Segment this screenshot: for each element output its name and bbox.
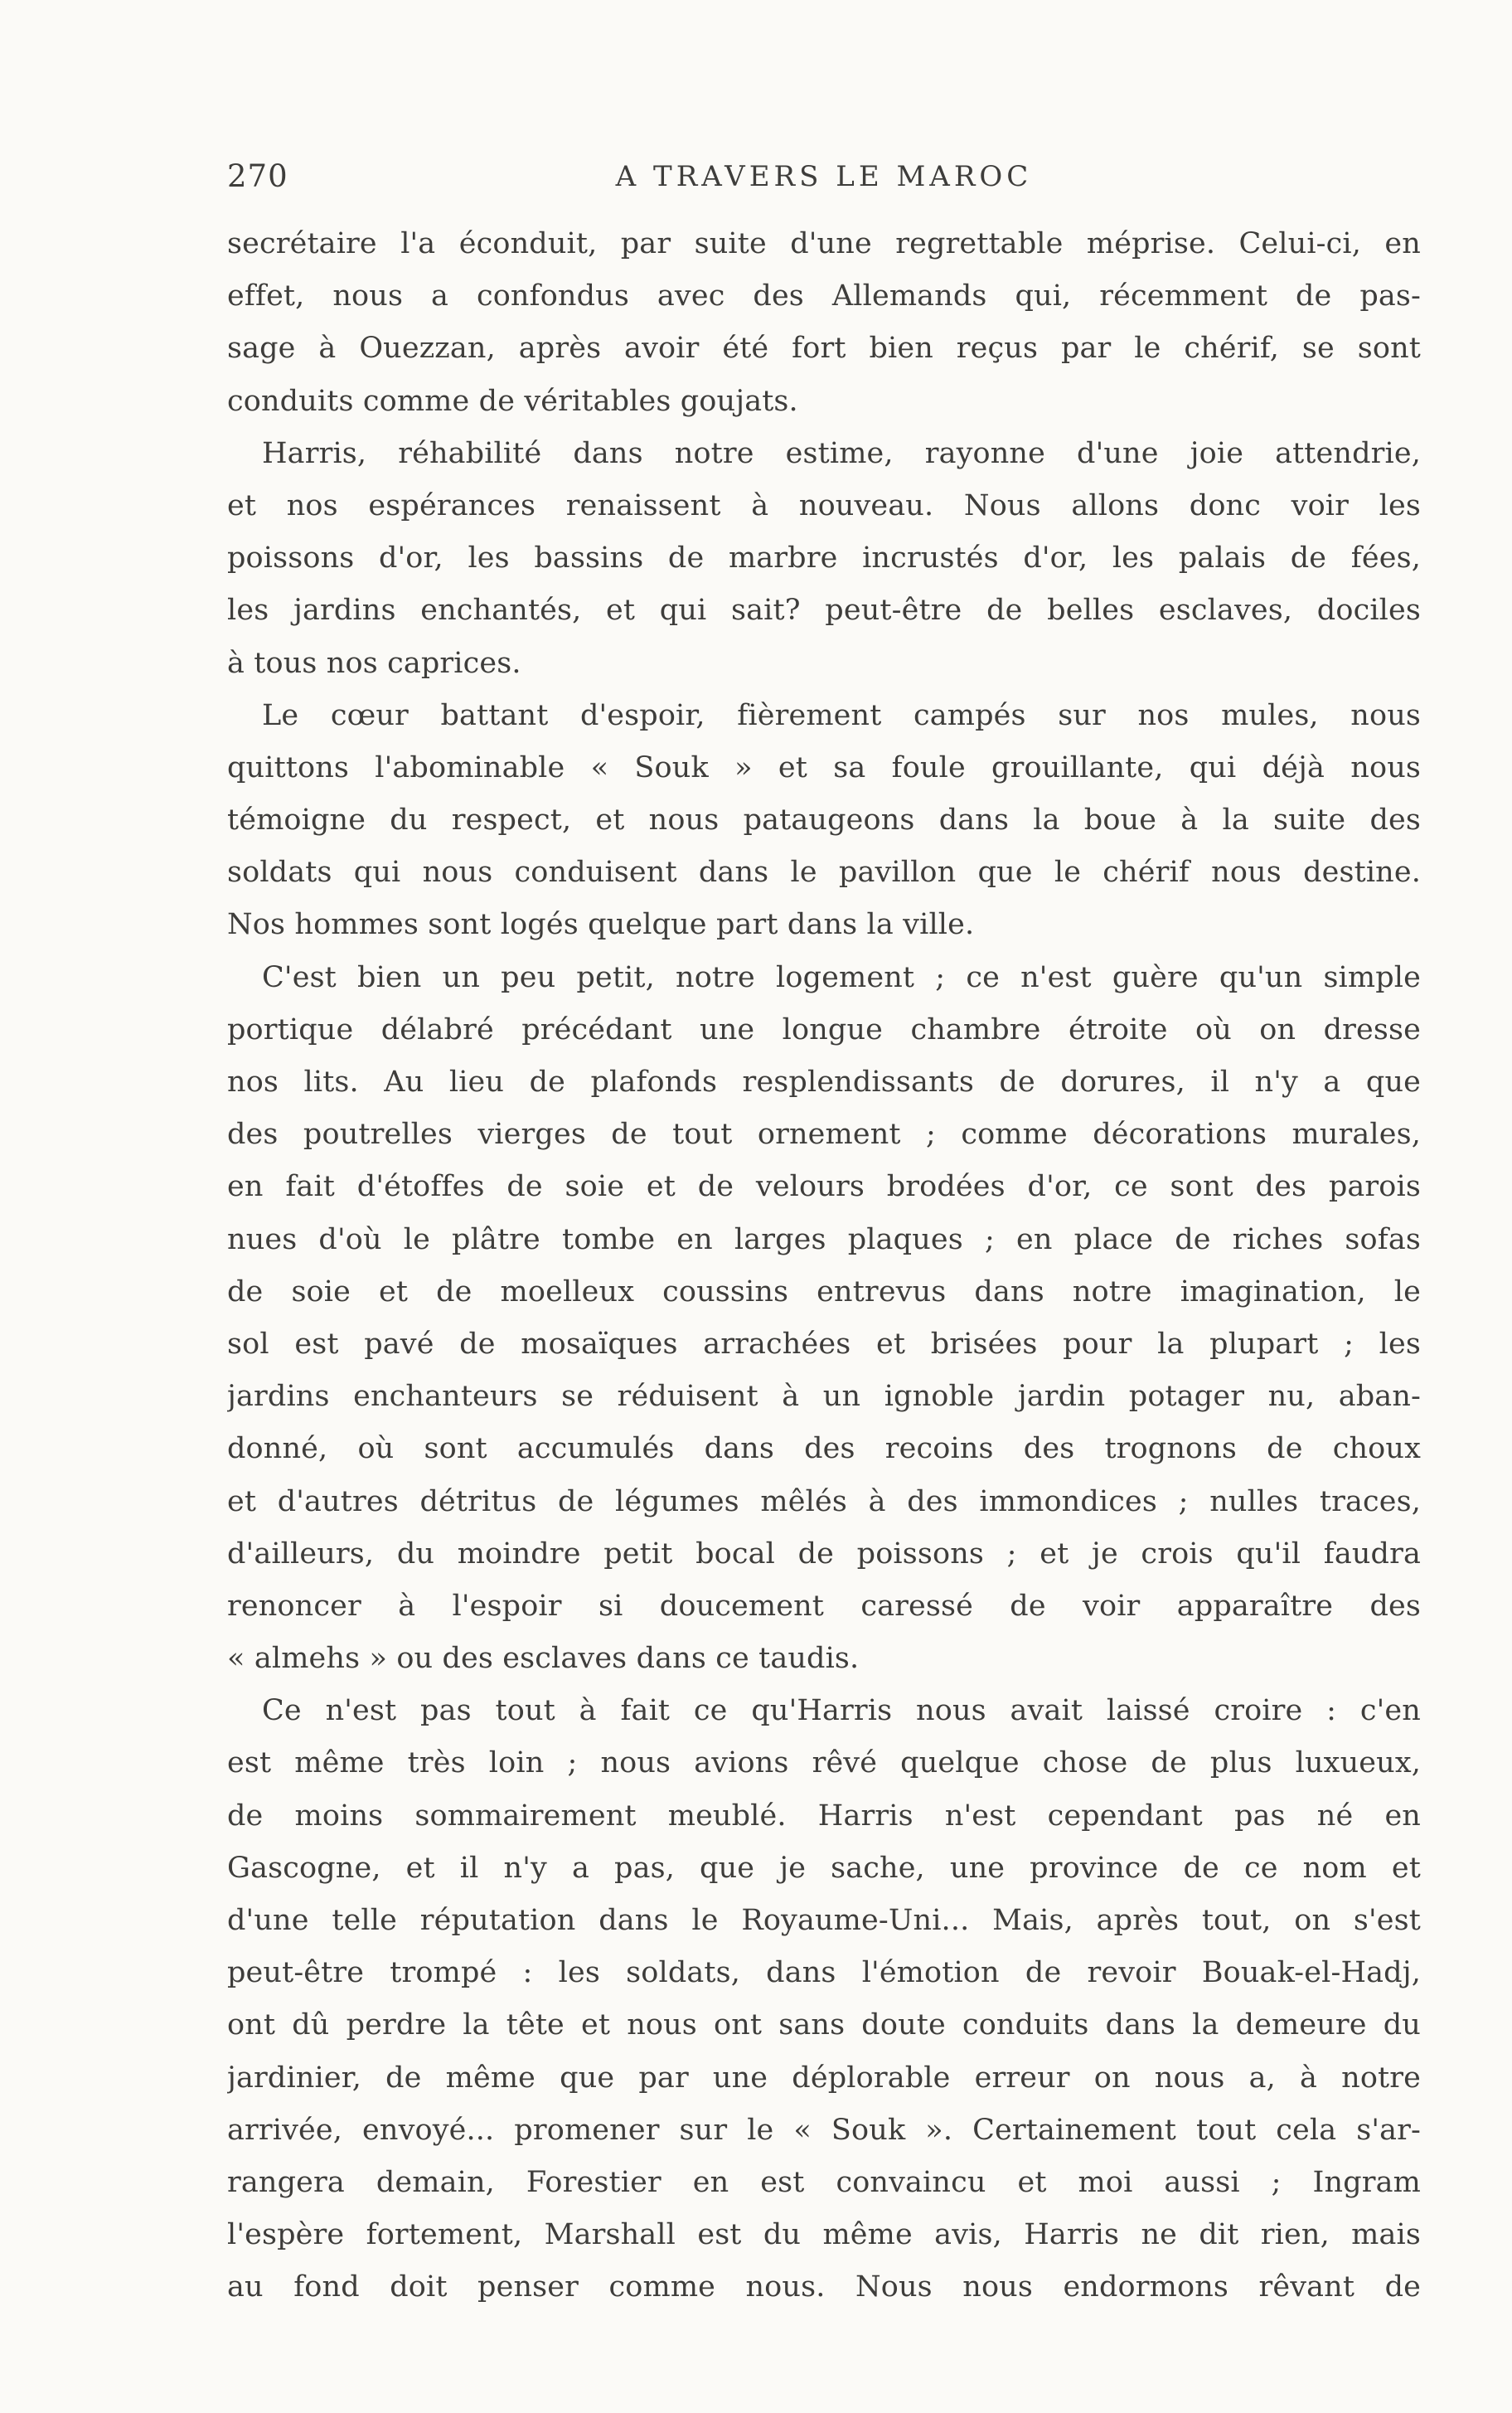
running-title: A TRAVERS LE MAROC [615,160,1033,193]
text-line: Le cœur battant d'espoir, fièrement campés sur nos mules, nous [262,698,1421,732]
text-line: Harris, réhabilité dans notre estime, rayonne d'une joie attendrie, [262,436,1421,470]
text-line: Nos hommes sont logés quelque part dans la ville. [227,908,975,942]
text-line: Gascogne, et il n'y a pas, que je sache, une province de ce nom et [227,1851,1421,1885]
text-line: « almehs » ou des esclaves dans ce taudis. [227,1642,860,1676]
text-line: les jardins enchantés, et qui sait? peut-être de belles esclaves, dociles [227,594,1421,628]
text-line: donné, où sont accumulés dans des recoins des trognons de choux [227,1432,1421,1466]
text-line: renoncer à l'espoir si doucement caressé de voir apparaître des [227,1589,1421,1623]
text-line: au fond doit penser comme nous. Nous nous endormons rêvant de [227,2270,1421,2304]
text-line: quittons l'abominable « Souk » et sa foule grouillante, qui déjà nous [227,750,1421,784]
text-line: et nos espérances renaissent à nouveau. Nous allons donc voir les [227,488,1421,522]
text-line: en fait d'étoffes de soie et de velours brodées d'or, ce sont des parois [227,1170,1421,1204]
page-header [227,156,1421,197]
text-line: Ce n'est pas tout à fait ce qu'Harris nous avait laissé croire : c'en [262,1694,1421,1728]
page-number: 270 [227,158,288,194]
text-line: poissons d'or, les bassins de marbre incrustés d'or, les palais de fées, [227,541,1421,575]
text-line: conduits comme de véritables goujats. [227,384,798,418]
text-line: secrétaire l'a éconduit, par suite d'une regrettable méprise. Celui-ci, en [227,227,1421,260]
text-line: jardinier, de même que par une déplorable erreur on nous a, à notre [227,2061,1421,2095]
text-line: peut-être trompé : les soldats, dans l'émotion de revoir Bouak-el-Hadj, [227,1956,1421,1990]
text-line: C'est bien un peu petit, notre logement ; ce n'est guère qu'un simple [262,960,1421,994]
text-line: témoigne du respect, et nous pataugeons dans la boue à la suite des [227,804,1421,838]
text-line: d'ailleurs, du moindre petit bocal de poissons ; et je crois qu'il faudra [227,1537,1421,1571]
text-line: rangera demain, Forestier en est convaincu et moi aussi ; Ingram [227,2165,1421,2199]
text-line: nos lits. Au lieu de plafonds resplendissants de dorures, il n'y a que [227,1066,1421,1099]
text-line: des poutrelles vierges de tout ornement ; comme décorations murales, [227,1118,1421,1152]
text-line: sol est pavé de mosaïques arrachées et brisées pour la plupart ; les [227,1327,1421,1361]
text-line: à tous nos caprices. [227,646,521,680]
text-line: soldats qui nous conduisent dans le pavillon que le chérif nous destine. [227,856,1421,890]
text-line: est même très loin ; nous avions rêvé quelque chose de plus luxueux, [227,1746,1421,1780]
text-line: portique délabré précédant une longue chambre étroite où on dresse [227,1012,1421,1046]
text-line: ont dû perdre la tête et nous ont sans doute conduits dans la demeure du [227,2008,1421,2042]
text-line: d'une telle réputation dans le Royaume-Uni... Mais, après tout, on s'est [227,1904,1421,1937]
text-line: arrivée, envoyé... promener sur le « Souk ». Certainement tout cela s'ar- [227,2113,1421,2147]
text-line: jardins enchanteurs se réduisent à un ignoble jardin potager nu, aban- [227,1380,1421,1414]
text-line: sage à Ouezzan, après avoir été fort bien reçus par le chérif, se sont [227,332,1421,366]
text-line: nues d'où le plâtre tombe en larges plaques ; en place de riches sofas [227,1222,1421,1256]
text-line: l'espère fortement, Marshall est du même avis, Harris ne dit rien, mais [227,2218,1421,2252]
text-line: et d'autres détritus de légumes mêlés à des immondices ; nulles traces, [227,1484,1421,1518]
text-line: de moins sommairement meublé. Harris n'est cependant pas né en [227,1799,1421,1833]
body-text [227,218,1421,2304]
text-line: de soie et de moelleux coussins entrevus dans notre imagination, le [227,1274,1421,1308]
text-line: effet, nous a confondus avec des Allemands qui, récemment de pas- [227,279,1421,313]
